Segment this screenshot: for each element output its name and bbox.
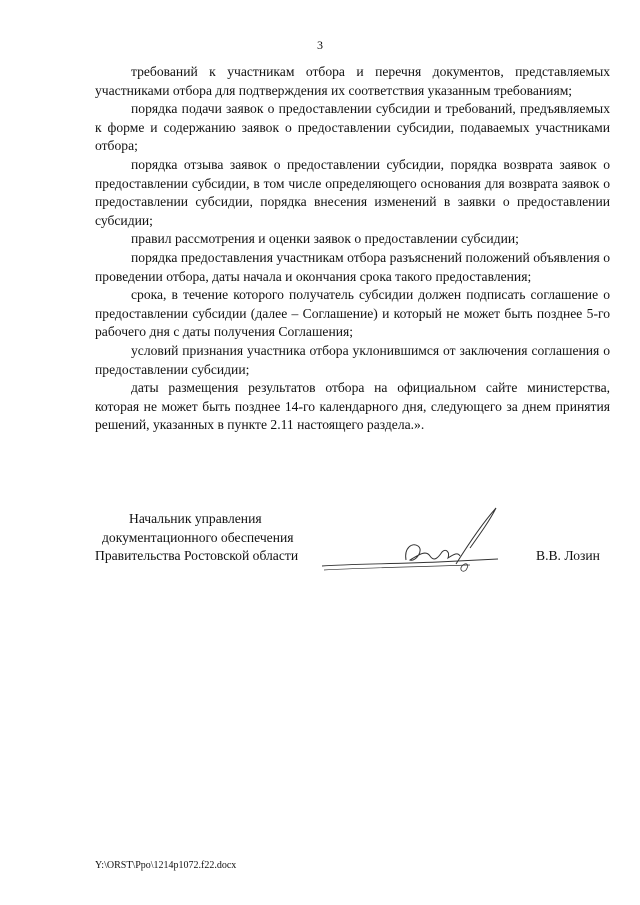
page-number: 3	[317, 38, 323, 52]
paragraph: порядка подачи заявок о предоставлении субсидии и требований, предъявляемых к форме и содержанию заявок о предоставлении субсидии, подаваемых участниками отбора;	[95, 101, 610, 154]
document-body	[95, 63, 610, 435]
paragraph: порядка отзыва заявок о предоставлении субсидии, порядка возврата заявок о предоставлении субсидии, в том числе определяющего основания для возврата заявок о предоставлении субсидии, порядка внесения изменений в заявки о предоставлении субсидии;	[95, 156, 610, 228]
paragraph: даты размещения результатов отбора на официальном сайте министерства, которая не может быть позднее 14-го календарного дня, следующего за днем принятия решений, указанных в пункте 2.11 настоящего раздела.».	[95, 380, 610, 433]
paragraph: порядка предоставления участникам отбора разъяснений положений объявления о проведении отбора, даты начала и окончания срока такого предоставления;	[95, 249, 610, 284]
signatory-title	[95, 510, 298, 566]
signatory-title-line: Начальник управления	[129, 511, 262, 526]
signatory-title-line: Правительства Ростовской области	[95, 548, 299, 564]
paragraph: требований к участникам отбора и перечня документов, представляемых участниками отбора для подтверждения их соответствия указанным требованиям;	[95, 64, 610, 98]
footer-file-path: Y:\ORST\Ppo\1214p1072.f22.docx	[95, 860, 237, 871]
paragraph: правил рассмотрения и оценки заявок о предоставлении субсидии;	[131, 231, 519, 247]
paragraph: срока, в течение которого получатель субсидии должен подписать соглашение о предоставлении субсидии (далее – Соглашение) и который не может быть позднее 5-го рабочего дня с даты получения Соглашения;	[95, 287, 610, 340]
signatory-name: В.В. Лозин	[536, 548, 600, 563]
paragraph: условий признания участника отбора уклонившимся от заключения соглашения о предоставлении субсидии;	[95, 342, 610, 377]
signatory-title-line: документационного обеспечения	[102, 529, 294, 545]
handwritten-signature	[320, 504, 500, 576]
